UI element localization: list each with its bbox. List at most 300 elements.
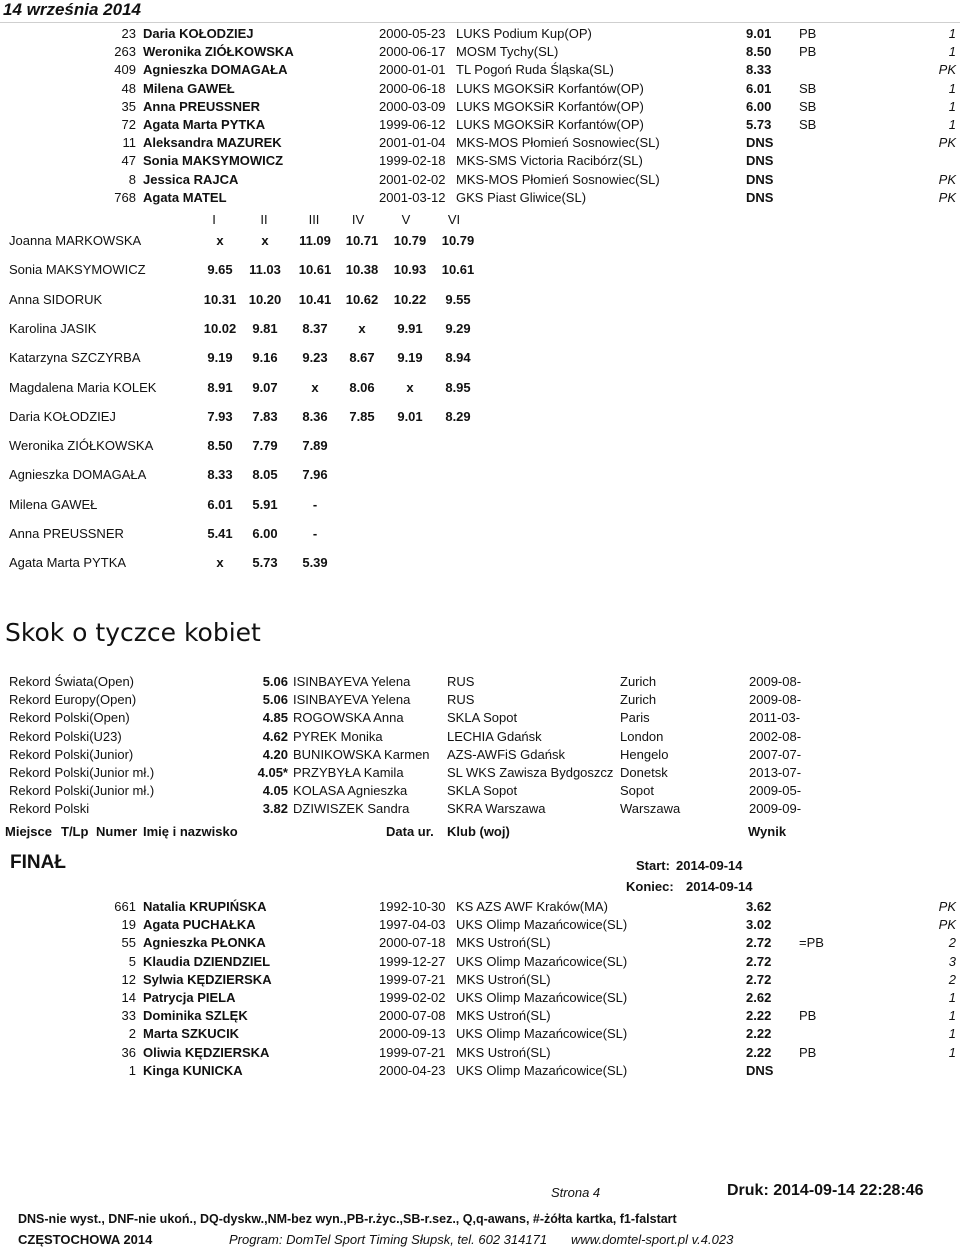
place-mark: PK: [938, 899, 956, 914]
section-title: Skok o tyczce kobiet: [5, 618, 261, 647]
result-note: PB: [799, 1008, 817, 1024]
result-row: [0, 1045, 960, 1063]
bib-number: 661: [114, 899, 136, 914]
attempt-value: -: [312, 526, 318, 541]
place-mark: 1: [948, 1026, 956, 1042]
attempt-value: 7.85: [349, 408, 375, 424]
bib-number: 1: [128, 1062, 136, 1078]
birth-date: 2000-04-23: [379, 1062, 446, 1078]
result-row: [0, 1008, 960, 1026]
attempt-value: 8.33: [207, 467, 233, 483]
result-value: 8.33: [746, 62, 772, 78]
attempt-value: 8.67: [349, 350, 375, 366]
result-note: SB: [799, 98, 817, 114]
print-timestamp: Druk: 2014-09-14 22:28:46: [727, 1182, 924, 1199]
record-date: 2009-09-: [749, 801, 802, 817]
attempt-row: [0, 409, 960, 427]
result-note: PB: [799, 1044, 817, 1060]
record-date: 2002-08-: [749, 728, 802, 744]
birth-date: 2001-01-04: [379, 135, 446, 151]
athlete-name: Anna PREUSSNER: [143, 98, 261, 114]
start-date: 2014-09-14: [676, 858, 743, 873]
attempt-header: V: [401, 212, 411, 227]
place-mark: 1: [948, 80, 956, 96]
attempt-value: 9.29: [445, 320, 471, 336]
result-row: [0, 990, 960, 1008]
athlete-name: Agnieszka DOMAGAŁA: [143, 62, 288, 78]
result-value: 2.22: [746, 1008, 772, 1024]
result-value: 2.72: [746, 971, 772, 987]
attempt-value: 9.65: [207, 262, 233, 278]
athlete-name: Klaudia DZIENDZIEL: [143, 953, 271, 969]
result-value: 9.01: [746, 26, 772, 41]
bib-number: 47: [121, 153, 136, 169]
result-value: 5.73: [746, 117, 772, 132]
footer-site: www.domtel-sport.pl v.4.023: [571, 1232, 734, 1247]
result-value: DNS: [746, 135, 774, 151]
athlete-name: Magdalena Maria KOLEK: [9, 379, 157, 395]
attempt-value: 5.41: [207, 526, 233, 541]
record-label: Rekord Polski(Junior): [9, 746, 134, 762]
attempt-value: 7.96: [302, 467, 328, 483]
col-tlp: T/Lp: [61, 824, 89, 839]
record-value: 4.62: [262, 728, 288, 744]
result-row: [0, 899, 960, 917]
result-row: [0, 1026, 960, 1044]
record-value: 3.82: [262, 801, 288, 817]
col-club: Klub (woj): [447, 824, 510, 839]
attempt-value: 8.29: [445, 408, 471, 424]
final-label: FINAŁ: [10, 852, 66, 873]
club-name: MKS Ustroń(SL): [456, 971, 551, 987]
attempt-value: x: [406, 379, 414, 395]
record-place: Hengelo: [620, 746, 669, 762]
attempt-value: 9.91: [397, 320, 423, 336]
attempt-value: 8.94: [445, 350, 471, 366]
attempt-value: 9.55: [445, 291, 471, 307]
athlete-name: Agata Marta PYTKA: [143, 117, 266, 132]
attempt-value: 10.02: [203, 320, 237, 336]
record-date: 2009-05-: [749, 783, 802, 799]
record-date: 2009-08-: [749, 692, 802, 708]
footer-city: CZĘSTOCHOWA 2014: [18, 1232, 153, 1247]
club-name: UKS Olimp Mazańcowice(SL): [456, 1062, 628, 1078]
bib-number: 23: [121, 26, 136, 41]
club-name: UKS Olimp Mazańcowice(SL): [456, 953, 628, 969]
result-row: [0, 99, 960, 117]
col-place: Miejsce: [5, 824, 52, 839]
attempt-value: 8.91: [207, 379, 233, 395]
attempt-value: 7.89: [302, 438, 328, 454]
attempt-value: 10.20: [248, 291, 282, 307]
attempt-value: 10.61: [441, 262, 475, 278]
athlete-name: Natalia KRUPIŃSKA: [143, 899, 267, 914]
record-label: Rekord Świata(Open): [9, 674, 134, 689]
bib-number: 19: [121, 917, 136, 933]
record-holder: KOLASA Agnieszka: [293, 783, 408, 799]
athlete-name: Kinga KUNICKA: [143, 1062, 243, 1078]
end-date: 2014-09-14: [686, 879, 753, 894]
attempt-value: 10.79: [393, 233, 427, 248]
record-place: Zurich: [620, 674, 657, 689]
club-name: LUKS MGOKSiR Korfantów(OP): [456, 98, 644, 114]
record-value: 4.05: [262, 783, 288, 799]
result-row: [0, 26, 960, 44]
attempt-value: 6.00: [252, 526, 278, 541]
col-result: Wynik: [748, 824, 787, 839]
attempt-row: [0, 321, 960, 339]
record-club: RUS: [447, 674, 475, 689]
attempt-value: 5.73: [252, 555, 278, 571]
athlete-name: Joanna MARKOWSKA: [9, 233, 142, 248]
col-dob: Data ur.: [386, 824, 434, 839]
bib-number: 48: [121, 80, 136, 96]
record-label: Rekord Europy(Open): [9, 692, 137, 708]
birth-date: 1999-12-27: [379, 953, 446, 969]
attempt-value: 9.81: [252, 320, 278, 336]
record-holder: ROGOWSKA Anna: [293, 710, 404, 726]
record-label: Rekord Polski(Junior mł.): [9, 765, 155, 780]
record-holder: ISINBAYEVA Yelena: [293, 674, 411, 689]
athlete-name: Anna PREUSSNER: [9, 526, 124, 541]
attempt-value: 7.83: [252, 408, 278, 424]
birth-date: 1999-02-02: [379, 990, 446, 1005]
place-mark: 2: [948, 971, 956, 987]
record-place: Zurich: [620, 692, 657, 708]
bib-number: 5: [128, 953, 136, 969]
club-name: MKS Ustroń(SL): [456, 1044, 551, 1060]
attempt-row: [0, 467, 960, 485]
result-row: [0, 117, 960, 135]
attempt-value: 8.50: [207, 438, 233, 454]
place-mark: PK: [938, 171, 956, 187]
place-mark: 1: [948, 44, 956, 60]
athlete-name: Agnieszka PŁONKA: [143, 935, 266, 951]
place-mark: 3: [948, 953, 956, 969]
athlete-name: Daria KOŁODZIEJ: [9, 408, 116, 424]
place-mark: 1: [948, 1044, 956, 1060]
attempt-row: [0, 380, 960, 398]
place-mark: PK: [938, 62, 956, 78]
result-note: SB: [799, 117, 817, 132]
record-club: RUS: [447, 692, 475, 708]
attempt-value: 8.05: [252, 467, 278, 483]
attempt-value: 11.09: [299, 233, 331, 248]
attempt-value: 5.39: [302, 555, 328, 571]
club-name: LUKS Podium Kup(OP): [456, 26, 592, 41]
club-name: UKS Olimp Mazańcowice(SL): [456, 990, 628, 1005]
attempt-header: III: [308, 212, 320, 227]
result-value: DNS: [746, 189, 774, 205]
page-number: Strona 4: [551, 1185, 601, 1200]
birth-date: 1999-07-21: [379, 971, 446, 987]
record-club: SKRA Warszawa: [447, 801, 546, 817]
record-club: SKLA Sopot: [447, 710, 518, 726]
place-mark: 1: [948, 98, 956, 114]
record-holder: ISINBAYEVA Yelena: [293, 692, 411, 708]
attempt-header: I: [212, 212, 216, 227]
birth-date: 1999-07-21: [379, 1044, 446, 1060]
place-mark: 1: [948, 990, 956, 1005]
place-mark: 1: [948, 117, 956, 132]
record-club: SKLA Sopot: [447, 783, 518, 799]
result-row: [0, 135, 960, 153]
result-row: [0, 972, 960, 990]
athlete-name: Weronika ZIÓŁKOWSKA: [143, 44, 294, 60]
attempt-value: 8.95: [445, 379, 471, 395]
attempt-value: 10.93: [393, 262, 427, 278]
result-row: [0, 954, 960, 972]
record-place: Sopot: [620, 783, 654, 799]
athlete-name: Weronika ZIÓŁKOWSKA: [9, 438, 154, 454]
date-title: 14 września 2014: [3, 0, 141, 19]
attempt-value: x: [358, 320, 366, 336]
attempt-value: 9.23: [302, 350, 328, 366]
record-date: 2007-07-: [749, 746, 802, 762]
record-date: 2013-07-: [749, 765, 802, 780]
birth-date: 2000-07-08: [379, 1008, 446, 1024]
club-name: MKS Ustroń(SL): [456, 935, 551, 951]
bib-number: 35: [121, 98, 136, 114]
end-label: Koniec:: [626, 879, 674, 894]
birth-date: 2001-03-12: [379, 189, 446, 205]
attempt-value: 9.01: [397, 408, 423, 424]
record-row: [0, 747, 960, 765]
record-row: [0, 710, 960, 728]
legend-text: DNS-nie wyst., DNF-nie ukoń., DQ-dyskw.,NM-bez wyn.,PB-r.życ.,SB-r.sez., Q,q-awans, #-żółta kartka, f1-falstart: [18, 1212, 677, 1226]
place-mark: PK: [938, 917, 956, 933]
result-note: SB: [799, 80, 817, 96]
athlete-name: Milena GAWEŁ: [9, 496, 98, 512]
athlete-name: Patrycja PIELA: [143, 990, 236, 1005]
athlete-name: Sonia MAKSYMOWICZ: [143, 153, 284, 169]
birth-date: 2000-01-01: [379, 62, 446, 78]
attempt-value: x: [311, 379, 319, 395]
attempt-value: 10.38: [345, 262, 379, 278]
record-date: 2011-03-: [749, 710, 801, 726]
record-value: 4.85: [262, 710, 288, 726]
place-mark: PK: [938, 135, 956, 151]
bib-number: 2: [128, 1026, 136, 1042]
club-name: MKS-MOS Płomień Sosnowiec(SL): [456, 171, 660, 187]
attempt-header: VI: [447, 212, 461, 227]
record-label: Rekord Polski(U23): [9, 728, 122, 744]
bib-number: 8: [128, 171, 136, 187]
club-name: MKS Ustroń(SL): [456, 1008, 551, 1024]
result-value: 6.00: [746, 98, 772, 114]
result-value: DNS: [746, 171, 774, 187]
attempt-row: [0, 262, 960, 280]
bib-number: 33: [121, 1008, 136, 1024]
attempt-value: 5.91: [252, 496, 278, 512]
attempt-row: [0, 292, 960, 310]
result-value: 2.22: [746, 1026, 772, 1042]
attempt-value: 10.22: [393, 291, 427, 307]
athlete-name: Katarzyna SZCZYRBA: [9, 350, 141, 366]
result-row: [0, 935, 960, 953]
start-label: Start:: [636, 858, 670, 873]
athlete-name: Sonia MAKSYMOWICZ: [9, 262, 146, 278]
club-name: UKS Olimp Mazańcowice(SL): [456, 1026, 628, 1042]
record-club: LECHIA Gdańsk: [447, 728, 542, 744]
bib-number: 409: [114, 62, 136, 78]
attempt-value: 10.61: [298, 262, 332, 278]
bib-number: 12: [121, 971, 136, 987]
athlete-name: Agata PUCHAŁKA: [143, 917, 256, 933]
attempt-value: 9.19: [207, 350, 233, 366]
birth-date: 1997-04-03: [379, 917, 446, 933]
record-label: Rekord Polski: [9, 801, 90, 817]
bib-number: 768: [114, 189, 136, 205]
result-value: 2.72: [746, 953, 772, 969]
result-row: [0, 172, 960, 190]
club-name: KS AZS AWF Kraków(MA): [456, 899, 608, 914]
attempt-value: 8.37: [302, 320, 328, 336]
result-value: 6.01: [746, 80, 772, 96]
bib-number: 11: [122, 135, 136, 151]
record-value: 4.05*: [257, 765, 288, 780]
record-value: 5.06: [262, 692, 288, 708]
attempt-row: [0, 497, 960, 515]
athlete-name: Oliwia KĘDZIERSKA: [143, 1044, 270, 1060]
result-note: =PB: [799, 935, 824, 951]
club-name: LUKS MGOKSiR Korfantów(OP): [456, 80, 644, 96]
athlete-name: Dominika SZLĘK: [143, 1008, 248, 1024]
result-value: DNS: [746, 153, 774, 169]
place-mark: PK: [938, 189, 956, 205]
attempt-value: x: [261, 233, 269, 248]
attempt-row: [0, 350, 960, 368]
attempt-value: 10.41: [298, 291, 332, 307]
record-club: AZS-AWFiS Gdańsk: [447, 746, 565, 762]
birth-date: 2000-03-09: [379, 98, 446, 114]
club-name: MOSM Tychy(SL): [456, 44, 559, 60]
attempt-value: 11.03: [249, 262, 281, 278]
record-place: London: [620, 728, 664, 744]
bib-number: 55: [121, 935, 136, 951]
bib-number: 14: [121, 990, 136, 1005]
bib-number: 36: [121, 1044, 136, 1060]
result-note: PB: [799, 26, 817, 41]
result-value: 2.62: [746, 990, 772, 1005]
result-row: [0, 153, 960, 171]
record-holder: DZIWISZEK Sandra: [293, 801, 410, 817]
athlete-name: Milena GAWEŁ: [143, 80, 235, 96]
record-place: Warszawa: [620, 801, 681, 817]
club-name: TL Pogoń Ruda Śląska(SL): [456, 62, 614, 78]
result-value: 8.50: [746, 44, 772, 60]
record-place: Donetsk: [620, 765, 668, 780]
athlete-name: Daria KOŁODZIEJ: [143, 26, 254, 41]
place-mark: 2: [948, 935, 956, 951]
result-row: [0, 81, 960, 99]
birth-date: 2000-07-18: [379, 935, 446, 951]
attempt-value: x: [216, 233, 224, 248]
record-row: [0, 783, 960, 801]
result-value: 3.02: [746, 917, 772, 933]
record-holder: PYREK Monika: [293, 728, 383, 744]
athlete-name: Sylwia KĘDZIERSKA: [143, 971, 272, 987]
attempt-row: [0, 438, 960, 456]
athlete-name: Agnieszka DOMAGAŁA: [9, 467, 147, 483]
attempt-value: 8.36: [302, 408, 328, 424]
attempt-row: [0, 526, 960, 544]
attempt-value: 7.79: [252, 438, 278, 454]
record-date: 2009-08-: [749, 674, 802, 689]
header-bar: [0, 0, 960, 23]
birth-date: 2001-02-02: [379, 171, 446, 187]
result-note: PB: [799, 44, 817, 60]
birth-date: 2000-06-18: [379, 80, 446, 96]
birth-date: 1999-06-12: [379, 117, 446, 132]
athlete-name: Marta SZKUCIK: [143, 1026, 240, 1042]
attempt-value: 8.06: [349, 379, 375, 395]
result-value: DNS: [746, 1062, 774, 1078]
birth-date: 2000-06-17: [379, 44, 446, 60]
record-holder: BUNIKOWSKA Karmen: [293, 746, 430, 762]
attempt-value: 10.62: [345, 291, 379, 307]
bib-number: 72: [121, 117, 136, 132]
result-value: 2.72: [746, 935, 772, 951]
col-name: Imię i nazwisko: [143, 824, 238, 839]
birth-date: 2000-05-23: [379, 26, 446, 41]
record-row: [0, 692, 960, 710]
athlete-name: Agata Marta PYTKA: [9, 555, 127, 571]
athlete-name: Jessica RAJCA: [143, 171, 239, 187]
col-number: Numer: [96, 824, 138, 839]
record-holder: PRZYBYŁA Kamila: [293, 765, 404, 780]
record-row: [0, 801, 960, 819]
bib-number: 263: [114, 44, 136, 60]
record-label: Rekord Polski(Open): [9, 710, 130, 726]
result-value: 2.22: [746, 1044, 772, 1060]
record-row: [0, 765, 960, 783]
attempt-header: II: [260, 212, 268, 227]
record-value: 5.06: [262, 674, 288, 689]
birth-date: 1999-02-18: [379, 153, 446, 169]
record-place: Paris: [620, 710, 650, 726]
attempt-value: 9.19: [397, 350, 423, 366]
attempt-row: [0, 555, 960, 573]
place-mark: 1: [948, 26, 956, 41]
attempt-value: 9.16: [252, 350, 278, 366]
attempt-value: 6.01: [207, 496, 233, 512]
record-value: 4.20: [262, 746, 288, 762]
athlete-name: Agata MATEL: [143, 189, 227, 205]
result-value: 3.62: [746, 899, 772, 914]
result-row: [0, 44, 960, 62]
attempt-value: 10.71: [345, 233, 379, 248]
result-row: [0, 1063, 960, 1081]
athlete-name: Karolina JASIK: [9, 320, 97, 336]
club-name: MKS-SMS Victoria Racibórz(SL): [456, 153, 643, 169]
attempt-value: 10.79: [441, 233, 475, 248]
birth-date: 1992-10-30: [379, 899, 446, 914]
result-row: [0, 190, 960, 208]
attempt-value: 9.07: [252, 379, 278, 395]
result-row: [0, 62, 960, 80]
result-row: [0, 917, 960, 935]
attempt-value: x: [216, 555, 224, 571]
club-name: GKS Piast Gliwice(SL): [456, 189, 587, 205]
birth-date: 2000-09-13: [379, 1026, 446, 1042]
athlete-name: Aleksandra MAZUREK: [143, 135, 282, 151]
record-row: [0, 729, 960, 747]
club-name: UKS Olimp Mazańcowice(SL): [456, 917, 628, 933]
athlete-name: Anna SIDORUK: [9, 291, 103, 307]
place-mark: 1: [948, 1008, 956, 1024]
record-label: Rekord Polski(Junior mł.): [9, 783, 155, 799]
